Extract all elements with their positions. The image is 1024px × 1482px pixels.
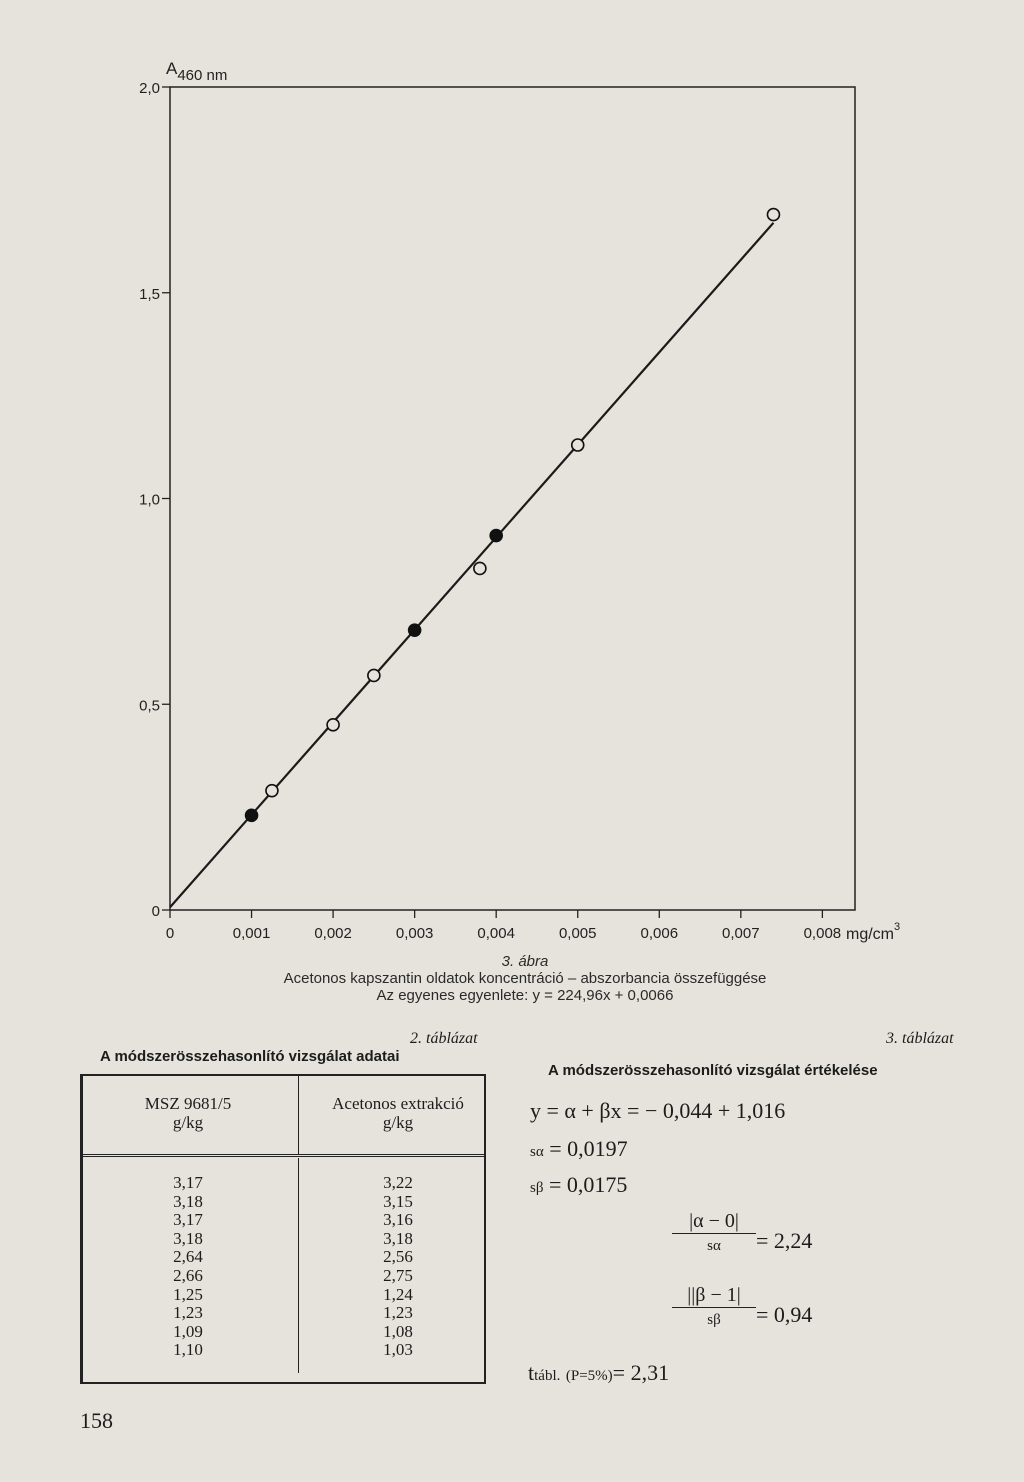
t-symbol: t [528,1360,535,1385]
beta-test-fraction [672,1284,756,1329]
data-point-open [368,669,380,681]
alpha-test-value: = 2,24 [756,1228,813,1253]
table2-col2-values [298,1174,498,1360]
table-cell: 1,23 [383,1303,413,1323]
chart-ticks [139,80,841,942]
data-point-open [767,209,779,221]
y-tick-label: 2,0 [139,80,160,97]
table-cell: 2,66 [173,1265,203,1285]
s-alpha-value: = 0,0197 [549,1136,628,1161]
table-cell: 3,17 [173,1173,203,1192]
x-tick-label: 0,007 [722,925,760,942]
alpha-test-numerator: |α − 0| [672,1210,756,1234]
table-cell: 1,08 [383,1321,413,1341]
x-tick-label: 0,005 [558,925,597,942]
figure-caption [100,953,950,1004]
table2-label: 2. táblázat [410,1030,478,1047]
page-number: 158 [80,1408,113,1433]
data-point-open [327,719,339,731]
col2-header-unit: g/kg [382,1113,414,1132]
regression-equation: y = α + βx = − 0,044 + 1,016 [530,1098,786,1123]
x-tick-label: 0,008 [803,925,842,942]
y-tick-label: 1,5 [139,285,160,303]
table3-title: A módszerösszehasonlító vizsgálat értékelése [548,1062,878,1079]
table-cell: 3,16 [383,1210,413,1230]
table-cell: 3,18 [383,1228,413,1248]
table3-label: 3. táblázat [886,1030,954,1047]
table2-frame [80,1074,486,1384]
beta-test-numerator: ||β − 1| [672,1284,756,1308]
table-cell: 3,18 [173,1228,203,1248]
beta-test-value: = 0,94 [756,1302,813,1327]
table-cell: 1,23 [173,1303,203,1323]
table-cell: 1,10 [173,1340,203,1360]
s-beta-symbol: sβ [530,1180,544,1196]
table-cell: 1,03 [383,1340,413,1360]
table-cell: 2,75 [383,1265,413,1285]
table-cell: 3,17 [173,1210,203,1230]
regression-line [170,223,773,907]
y-tick-label: 0,5 [139,697,160,715]
y-axis-label: A460 nm [166,59,228,84]
t-table-value [528,1360,669,1386]
table2-col1-header [88,1094,288,1132]
figure-caption-text: Acetonos kapszantin oldatok koncentráció – abszorbancia összefüggése [283,970,767,987]
data-point-filled [409,624,421,636]
data-point-open [266,785,278,797]
data-point-open [474,562,486,574]
x-tick-label: 0,006 [640,925,679,942]
alpha-test-denominator: sα [707,1238,721,1254]
beta-test-denominator: sβ [707,1312,721,1328]
figure-equation: Az egyenes egyenlete: y = 224,96x + 0,0066 [376,987,674,1004]
data-point-filled [490,530,502,542]
table2-title: A módszerösszehasonlító vizsgálat adatai [100,1048,400,1065]
col2-header-name: Acetonos extrakció [332,1094,464,1113]
x-tick-label: 0,001 [232,925,271,942]
table-cell: 3,22 [383,1173,413,1192]
t-subscript: tábl. [534,1368,561,1384]
s-beta-value: = 0,0175 [548,1172,628,1197]
table-cell: 2,56 [383,1247,413,1267]
col1-header-name: MSZ 9681/5 [144,1094,232,1113]
x-tick-label: 0 [165,925,175,942]
s-beta-line [530,1172,627,1198]
x-tick-label: 0,002 [314,925,352,942]
data-point-filled [246,809,258,821]
y-tick-label: 0 [151,903,160,920]
table2-col2-header [298,1094,498,1132]
alpha-test-fraction [672,1210,756,1255]
s-alpha-line [530,1136,628,1162]
x-tick-label: 0,003 [395,925,434,942]
data-point-open [572,439,584,451]
x-tick-label: 0,004 [477,925,515,942]
table2-col1-values [88,1174,288,1360]
table-cell: 1,25 [173,1284,203,1304]
figure-number: 3. ábra [501,953,549,970]
table-cell: 2,64 [173,1247,203,1267]
t-condition: (P=5%) [565,1368,613,1384]
col1-header-unit: g/kg [172,1113,204,1132]
table2-header-rule [83,1154,484,1157]
chart-fit-line [170,223,773,907]
s-alpha-symbol: sα [530,1144,544,1160]
table-cell: 3,18 [173,1191,203,1211]
x-axis-label: $mg/cm^3$ [846,921,901,943]
table-cell: 3,15 [383,1191,413,1211]
y-tick-label: 1,0 [139,491,160,509]
t-value: = 2,31 [612,1360,670,1385]
table-cell: 1,24 [383,1284,413,1304]
table-cell: 1,09 [173,1321,203,1341]
